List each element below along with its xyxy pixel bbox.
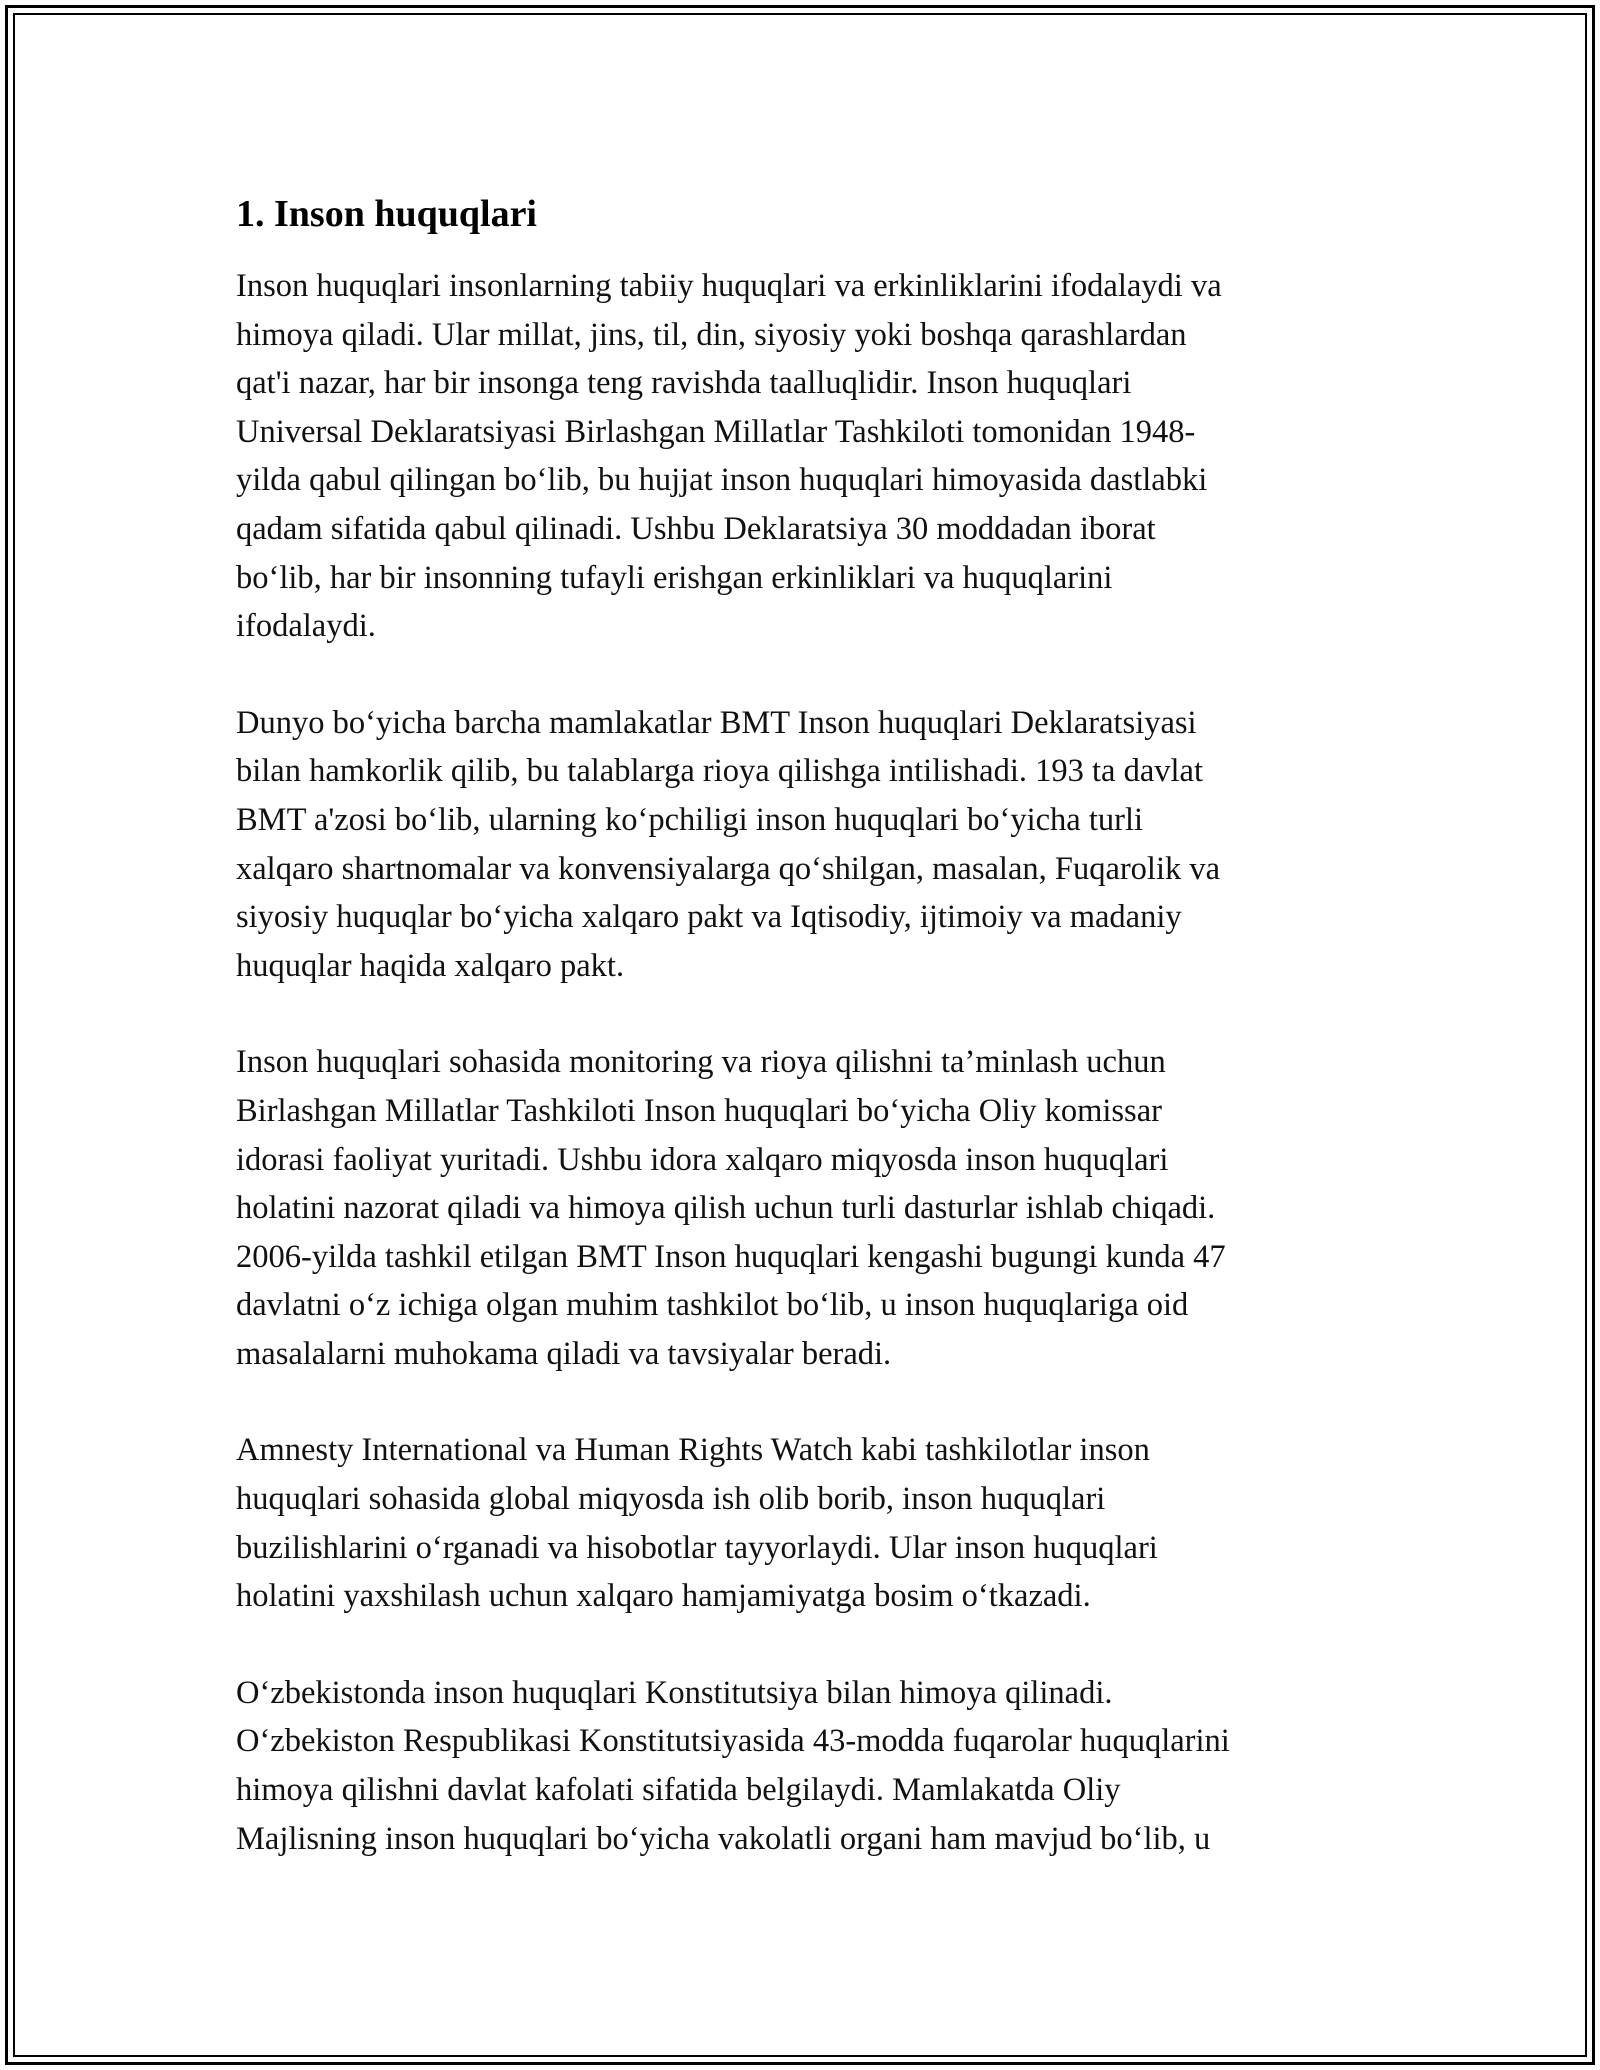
paragraph-line: 2006-yilda tashkil etilgan BMT Inson huquqlari kengashi bugungi kunda 47	[236, 1238, 1226, 1275]
body-paragraph	[236, 1426, 1376, 1620]
document-body	[236, 186, 1376, 1863]
paragraph-line: Inson huquqlari insonlarning tabiiy huquqlari va erkinliklarini ifodalaydi va	[236, 268, 1222, 304]
section-heading: 1. Inson huquqlari	[236, 193, 537, 235]
paragraph-line: Birlashgan Millatlar Tashkiloti Inson huquqlari bo‘yicha Oliy komissar	[236, 1092, 1162, 1129]
paragraph-line: himoya qiladi. Ular millat, jins, til, din, siyosiy yoki boshqa qarashlardan	[236, 316, 1187, 353]
paragraph-line: siyosiy huquqlar bo‘yicha xalqaro pakt va Iqtisodiy, ijtimoiy va madaniy	[236, 899, 1182, 936]
paragraph-line: masalalarni muhokama qiladi va tavsiyalar beradi.	[236, 1335, 892, 1372]
paragraph-line: himoya qilishni davlat kafolati sifatida belgilaydi. Mamlakatda Oliy	[236, 1772, 1121, 1809]
paragraph-line: qat'i nazar, har bir insonga teng ravishda taalluqlidir. Inson huquqlari	[236, 365, 1132, 402]
paragraph-line: yilda qabul qilingan bo‘lib, bu hujjat inson huquqlari himoyasida dastlabki	[236, 462, 1208, 499]
paragraph-line: bilan hamkorlik qilib, bu talablarga rioya qilishga intilishadi. 193 ta davlat	[236, 753, 1203, 790]
paragraph-line: BMT a'zosi bo‘lib, ularning ko‘pchiligi inson huquqlari bo‘yicha turli	[236, 801, 1144, 838]
paragraph-line: buzilishlarini o‘rganadi va hisobotlar tayyorlaydi. Ular inson huquqlari	[236, 1529, 1158, 1566]
body-paragraph	[236, 262, 1376, 651]
paragraph-line: idorasi faoliyat yuritadi. Ushbu idora xalqaro miqyosda inson huquqlari	[236, 1141, 1169, 1178]
paragraph-line: holatini yaxshilash uchun xalqaro hamjamiyatga bosim o‘tkazadi.	[236, 1578, 1091, 1615]
body-paragraph	[236, 699, 1376, 991]
paragraph-line: qadam sifatida qabul qilinadi. Ushbu Deklaratsiya 30 moddadan iborat	[236, 510, 1156, 547]
paragraph-list	[236, 262, 1376, 1863]
paragraph-line: huquqlari sohasida global miqyosda ish olib borib, inson huquqlari	[236, 1481, 1106, 1518]
paragraph-line: Inson huquqlari sohasida monitoring va rioya qilishni ta’minlash uchun	[236, 1044, 1166, 1081]
body-paragraph	[236, 1038, 1376, 1378]
paragraph-line: holatini nazorat qiladi va himoya qilish uchun turli dasturlar ishlab chiqadi.	[236, 1190, 1216, 1227]
paragraph-line: O‘zbekiston Respublikasi Konstitutsiyasida 43-modda fuqarolar huquqlarini	[236, 1723, 1230, 1760]
paragraph-line: Amnesty International va Human Rights Watch kabi tashkilotlar inson	[236, 1432, 1150, 1469]
paragraph-line: davlatni o‘z ichiga olgan muhim tashkilot bo‘lib, u inson huquqlariga oid	[236, 1287, 1189, 1324]
paragraph-line: huquqlar haqida xalqaro pakt.	[236, 947, 625, 984]
paragraph-line: Universal Deklaratsiyasi Birlashgan Millatlar Tashkiloti tomonidan 1948-	[236, 413, 1196, 450]
paragraph-line: O‘zbekistonda inson huquqlari Konstitutsiya bilan himoya qilinadi.	[236, 1674, 1113, 1711]
paragraph-line: xalqaro shartnomalar va konvensiyalarga qo‘shilgan, masalan, Fuqarolik va	[236, 850, 1221, 887]
paragraph-line: ifodalaydi.	[236, 608, 376, 645]
body-paragraph	[236, 1669, 1376, 1863]
paragraph-line: Dunyo bo‘yicha barcha mamlakatlar BMT Inson huquqlari Deklaratsiyasi	[236, 704, 1197, 741]
paragraph-line: bo‘lib, har bir insonning tufayli erishgan erkinliklari va huquqlarini	[236, 559, 1113, 596]
paragraph-line: Majlisning inson huquqlari bo‘yicha vakolatli organi ham mavjud bo‘lib, u	[236, 1820, 1211, 1857]
